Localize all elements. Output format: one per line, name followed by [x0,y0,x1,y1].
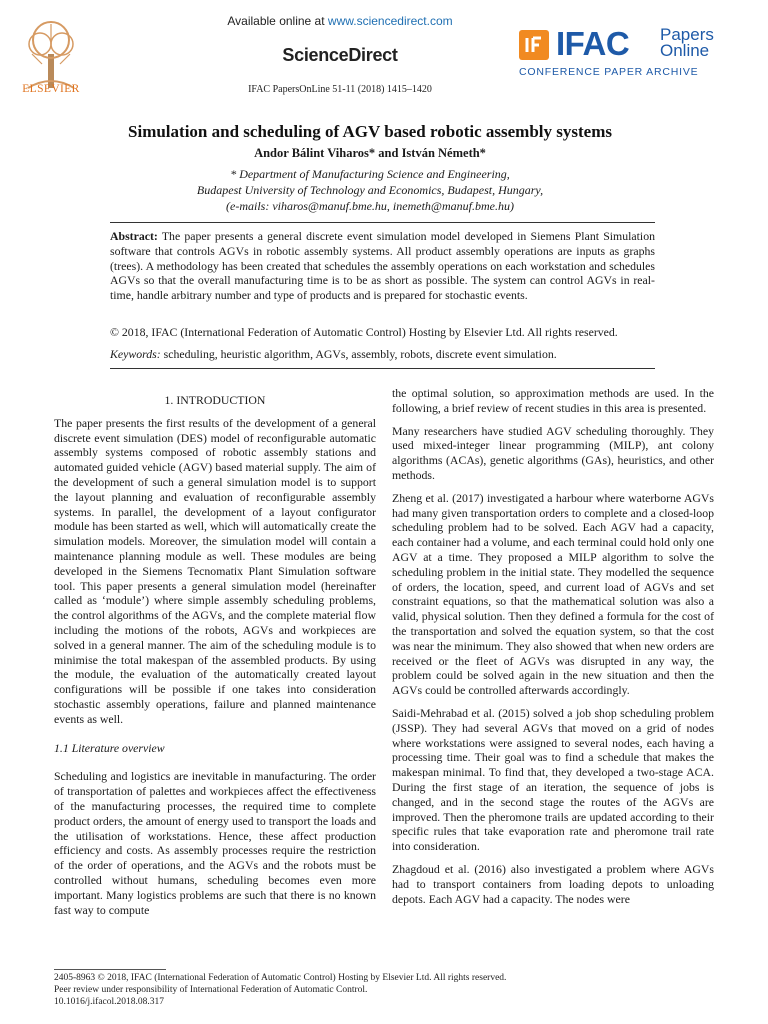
literature-paragraph: Scheduling and logistics are inevitable in manufacturing. The order of transportation of palettes and workpieces affect the effectiveness of the manufacturing processes, the required time to complete product orders, the amount of energy used to transport the loads and the utilisation of workstations. Hence, these affect production efficiency and costs. As assembly processes require the restriction of the order of operations, and the AGVs and the robots must be controlled without humans, scheduling becomes even more important. Many logistics problems are such that there is no known fast way to compute [54,769,376,917]
section-heading-introduction: 1. INTRODUCTION [164,393,266,407]
keywords-label: Keywords: [110,347,161,361]
available-prefix: Available online at [227,14,328,28]
abstract-top-rule [110,222,655,223]
body-paragraph: Zheng et al. (2017) investigated a harbour where waterborne AGVs had many given transportation orders to complete and a closed-loop scheduling problem had to be solved. Each AGV had a capacity, each container had a volume, and each terminal could hold only one AGV at a time. They proposed a MILP algorithm to solve the scheduling problem in the initial state. They modelled the sequence of orders, the location, speed, and current load of AGVs and set constraint equations, so that the mathematical solution was also a valid, physical solution. Then they defined a formula for the cost of the transportation and solved the equation system, so that the cost was near the minimum. They also showed that when new orders are received or the fleet of AGVs was disrupted in any way, the problem could be solved again in the new situation and then the AGVs could be controlled afterwards accordingly. [392,490,714,698]
abstract-label: Abstract: [110,229,158,243]
keywords-text: scheduling, heuristic algorithm, AGVs, assembly, robots, discrete event simulation. [163,347,557,361]
ifac-emblem-icon [519,30,549,60]
left-column [54,393,376,925]
online-line: Online [660,41,710,60]
copyright-notice: © 2018, IFAC (International Federation of Automatic Control) Hosting by Elsevier Ltd. All rights reserved. [110,325,618,339]
footer-rule [54,969,166,970]
affiliation-line: Budapest University of Technology and Economics, Budapest, Hungary, [196,183,544,197]
availability-line [190,14,490,28]
abstract-text: The paper presents a general discrete event simulation model developed in Siemens Plant Simulation software that controls AGVs in robotic assembly systems. All product assembly operations are inputs as graphs (trees). A methodology has been created that schedules the assembly operations on each workstation and schedules AGVs so that the overall manufacturing time is to be as short as possible. The system can control AGVs in real-time, handle arbitrary number and type of products and is prepared for stochastic events. [110,229,655,303]
paper-title: Simulation and scheduling of AGV based robotic assembly systems [128,122,612,141]
elsevier-wordmark: ELSEVIER [22,83,80,95]
sciencedirect-brand: ScienceDirect [282,45,398,65]
footer-peer-review: Peer review under responsibility of International Federation of Automatic Control. [54,985,368,995]
body-paragraph: Many researchers have studied AGV scheduling thoroughly. They used mixed-integer linear programming (MILP), ant colony algorithms (ACAs), genetic algorithms (GAs), heuristics, and other methods. [392,423,714,482]
footer [54,972,714,1008]
subsection-heading-literature: 1.1 Literature overview [54,740,165,755]
keywords [110,347,655,362]
affiliation-line: * Department of Manufacturing Science and Engineering, [230,167,510,181]
body-paragraph: Saidi-Mehrabad et al. (2015) solved a job shop scheduling problem (JSSP). They had several AGVs that moved on a grid of nodes where workstations were assigned to several nodes, each having a processing time. Their goal was to find a schedule that makes the makespan minimal. To find that, they developed a two-stage ACA. During the first stage of an iteration, the sequence of jobs is changed, and in the second stage the routes of the AGVs are improved. Then the pheromone trails are updated according to their specific rules that take evaporation rate and pheromone trail rate into consideration. [392,705,714,854]
papers-online-label [660,27,714,59]
footer-copyright: 2405-8963 © 2018, IFAC (International Federation of Automatic Control) Hosting by Elsevier Ltd. All rights reserved. [54,973,507,983]
affiliation-emails: (e-mails: viharos@manuf.bme.hu, inemeth@manuf.bme.hu) [226,199,514,213]
right-column [392,386,714,914]
footer-doi[interactable]: 10.1016/j.ifacol.2018.08.317 [54,997,165,1007]
journal-citation: IFAC PapersOnLine 51-11 (2018) 1415–1420 [248,84,432,95]
intro-paragraph: The paper presents the first results of the development of a general discrete event simulation (DES) model of reconfigurable automatic assembly systems composed of robotic assembly stations and automated guided vehicle (AGV) based material supply. The aim of the development of such a general simulation model is to support the layout planning and evaluation of reconfigurable assembly systems. In parallel, the development of a layout configurator module has been started as well, which will automatically create the simulation models. Moreover, the simulation model will contain a maintenance planning module as well. These modules are being developed in the Siemens Tecnomatix Plant Simulation software tool. This paper presents a general simulation model (hereinafter called as ‘module’) where simple assembly scheduling problems, the control algorithms of the AGVs, and the complete material flow including the motions of the robots, AGVs and workpieces are solved in a general manner. The aim of the scheduling module is to minimise the total makespan of the assembled products. By using the module, the evaluation of the automatically created layout configurations will be possible if one takes into consideration stochastic assembly operations, failure and planned maintenance events as well. [54,415,376,726]
ifac-logo-text: IFAC [556,25,630,62]
papers-line: Papers [660,25,714,44]
abstract-bottom-rule [110,368,655,369]
body-paragraph: the optimal solution, so approximation methods are used. In the following, a brief review of recent studies in this area is presented. [392,386,714,415]
body-paragraph: Zhagdoud et al. (2016) also investigated a problem where AGVs had to transport containers from loading depots to unloading depots. Each AGV had a capacity. The nodes were [392,861,714,906]
conference-archive-label: CONFERENCE PAPER ARCHIVE [519,66,699,78]
sciencedirect-link[interactable]: www.sciencedirect.com [327,14,453,28]
abstract [110,229,655,303]
paper-authors: Andor Bálint Viharos* and István Németh* [254,146,486,160]
